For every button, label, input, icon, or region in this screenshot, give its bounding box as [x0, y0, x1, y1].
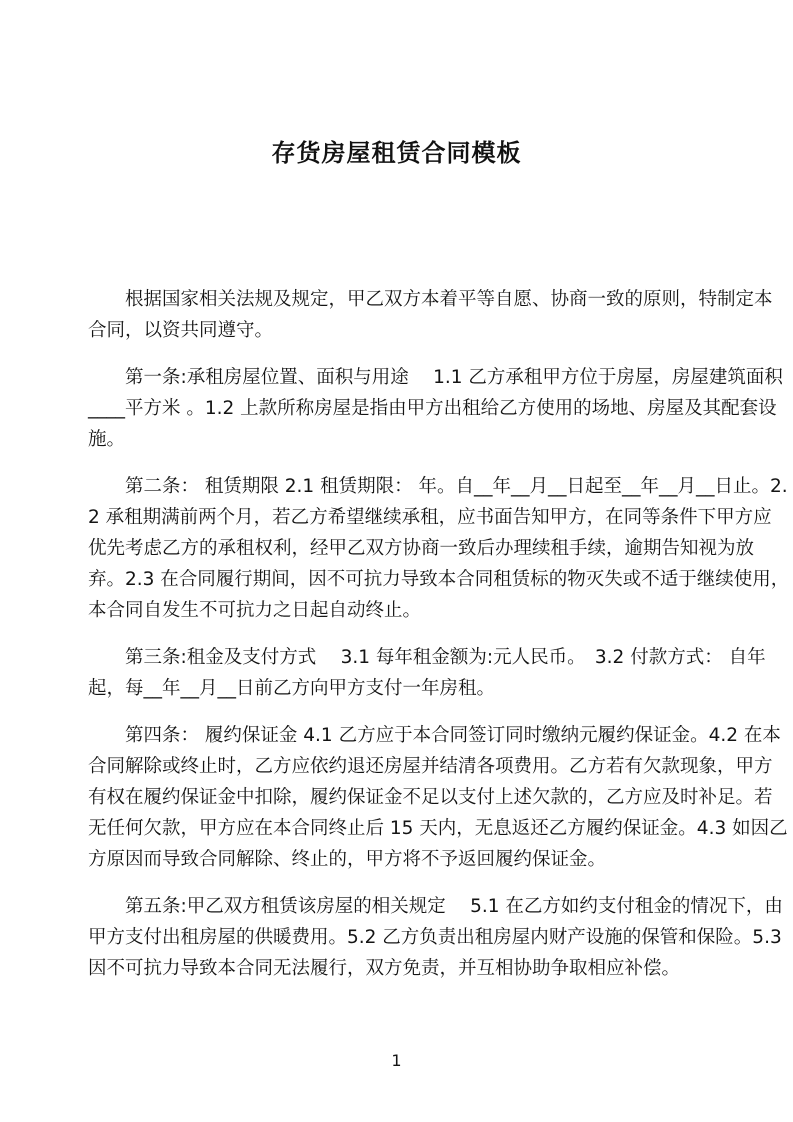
- page-number: 1: [391, 1051, 402, 1070]
- paragraph-article-4: 第四条： 履约保证金 4.1 乙方应于本合同签订同时缴纳元履约保证金。4.2 在本合同解除或终止时，乙方应依约退还房屋并结清各项费用。乙方若有欠款现象，甲方有权在履约保证金中扣除，履约保证金不足以支付上述欠款的，乙方应及时补足。若无任何欠款，甲方应在本合同终止后 15 天内，无息返还乙方履约保证金。4.3 如因乙方原因而导致合同解除、终止的，甲方将不予返回履约保证金。: [88, 725, 788, 870]
- document-body: [88, 284, 790, 984]
- document-title: 存货房屋租赁合同模板: [271, 139, 522, 167]
- paragraph-article-2: 第二条： 租赁期限 2.1 租赁期限： 年。自__年__月__日起至__年__月__日止。2.2 承租期满前两个月，若乙方希望继续承租，应书面告知甲方，在同等条件下甲方应优先考虑乙方的承租权利，经甲乙双方协商一致后办理续租手续，逾期告知视为放弃。2.3 在合同履行期间，因不可抗力导致本合同租赁标的物灭失或不适于继续使用，本合同自发生不可抗力之日起自动终止。: [88, 476, 790, 621]
- paragraph-article-1: 第一条:承租房屋位置、面积与用途 1.1 乙方承租甲方位于房屋，房屋建筑面积____平方米 。1.2 上款所称房屋是指由甲方出租给乙方使用的场地、房屋及其配套设施。: [88, 367, 783, 450]
- paragraph-article-5: 第五条:甲乙双方租赁该房屋的相关规定 5.1 在乙方如约支付租金的情况下，由甲方支付出租房屋的供暖费用。5.2 乙方负责出租房屋内财产设施的保管和保险。5.3 因不可抗力导致本合同无法履行，双方免责，并互相协助争取相应补偿。: [88, 896, 783, 979]
- paragraph-preamble: 根据国家相关法规及规定，甲乙双方本着平等自愿、协商一致的原则，特制定本合同，以资共同遵守。: [88, 289, 773, 341]
- paragraph-article-3: 第三条:租金及支付方式 3.1 每年租金额为:元人民币。 3.2 付款方式： 自年起，每__年__月__日前乙方向甲方支付一年房租。: [88, 647, 766, 699]
